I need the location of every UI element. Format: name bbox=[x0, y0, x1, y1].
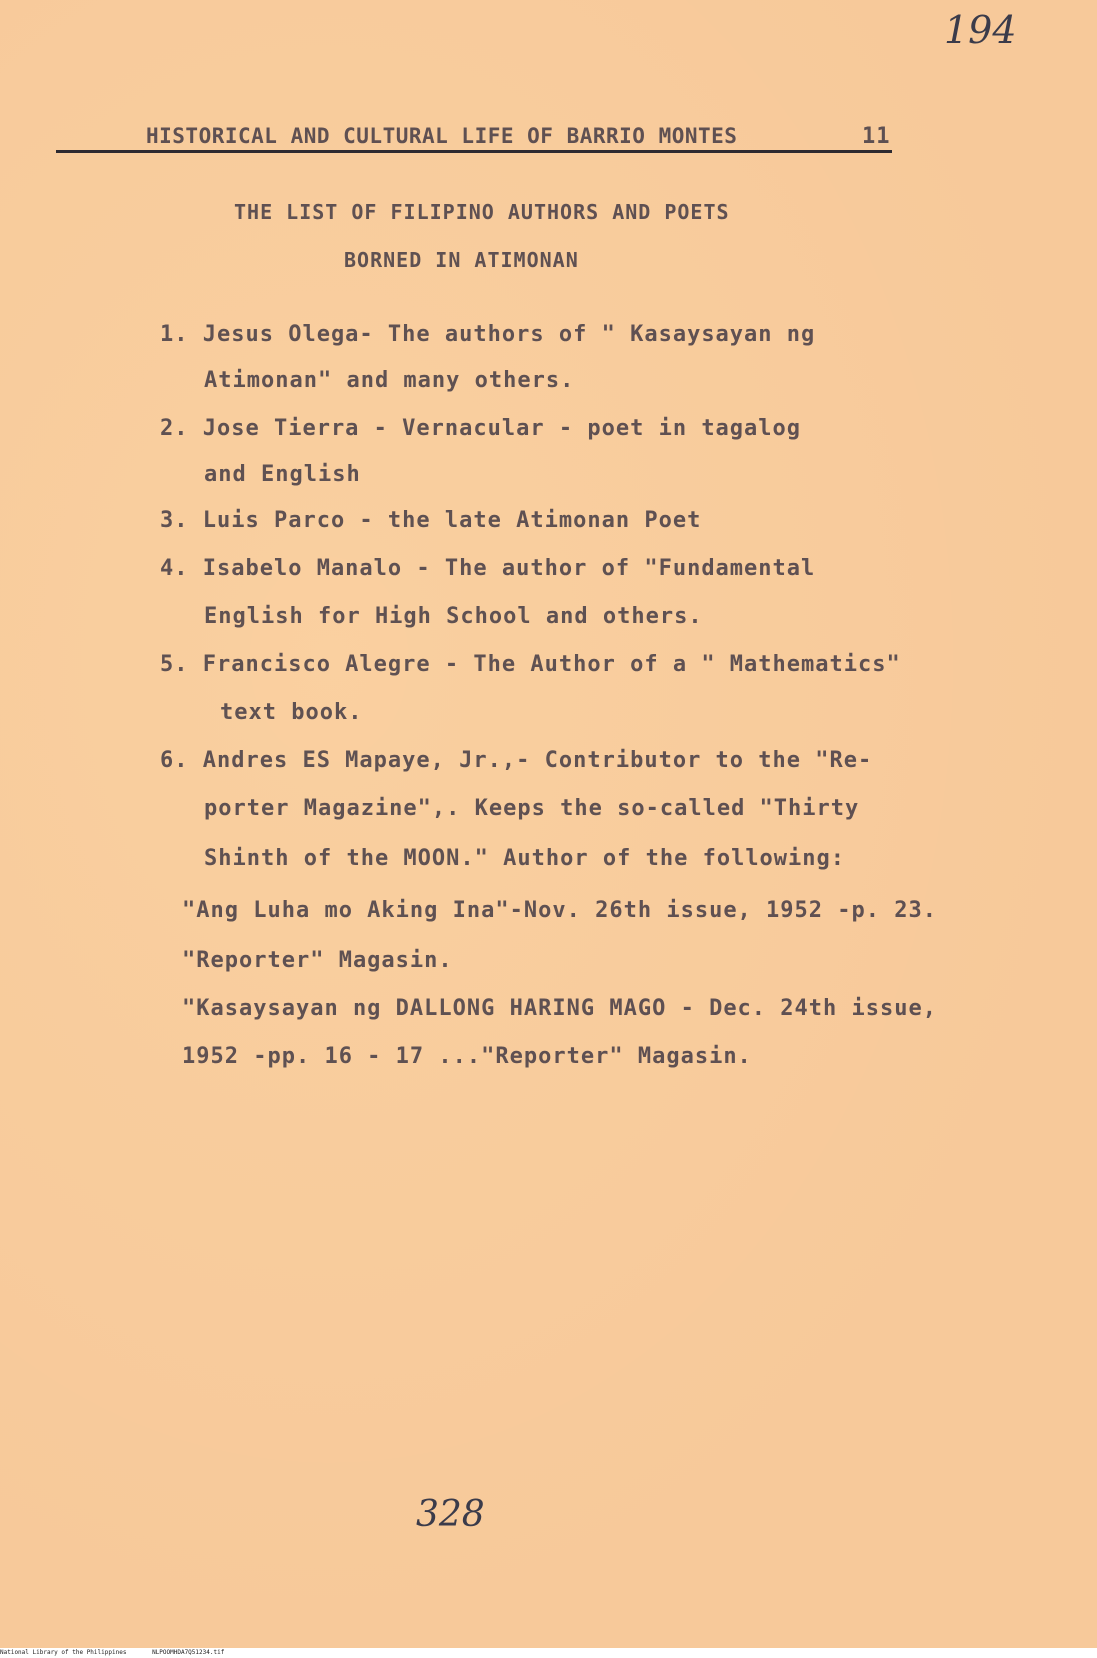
header-rule bbox=[56, 150, 892, 153]
work-1-line-2: "Reporter" Magasin. bbox=[182, 948, 453, 973]
entry-1-line-1: 1. Jesus Olega- The authors of " Kasaysayan ng bbox=[160, 322, 816, 347]
footer-library: National Library of the Philippines bbox=[0, 1649, 127, 1656]
handwritten-folio-number: 328 bbox=[416, 1494, 485, 1535]
entry-3-line-1: 3. Luis Parco - the late Atimonan Poet bbox=[160, 508, 702, 533]
work-2-line-1: "Kasaysayan ng DALLONG HARING MAGO - Dec. 24th issue, bbox=[182, 996, 937, 1021]
entry-1-line-2: Atimonan" and many others. bbox=[204, 368, 575, 393]
scan-footer bbox=[0, 1648, 1097, 1658]
entry-4-line-2: English for High School and others. bbox=[204, 604, 703, 629]
entry-2-line-1: 2. Jose Tierra - Vernacular - poet in tagalog bbox=[160, 416, 802, 441]
entry-6-line-2: porter Magazine",. Keeps the so-called "Thirty bbox=[204, 796, 860, 821]
footer-file: NLPOOMHDA7Q51234.tif bbox=[152, 1649, 225, 1656]
entry-6-line-1: 6. Andres ES Mapaye, Jr.,- Contributor to the "Re- bbox=[160, 748, 873, 773]
work-1-line-1: "Ang Luha mo Aking Ina"-Nov. 26th issue, 1952 -p. 23. bbox=[182, 898, 937, 923]
handwritten-page-number: 194 bbox=[944, 8, 1017, 52]
entry-5-line-2: text book. bbox=[220, 700, 363, 725]
entry-5-line-1: 5. Francisco Alegre - The Author of a " Mathematics" bbox=[160, 652, 901, 677]
list-title: THE LIST OF FILIPINO AUTHORS AND POETS bbox=[234, 200, 730, 224]
running-title: HISTORICAL AND CULTURAL LIFE OF BARRIO MONTES bbox=[146, 124, 738, 148]
entry-2-line-2: and English bbox=[204, 462, 361, 487]
entry-6-line-3: Shinth of the MOON." Author of the following: bbox=[204, 846, 846, 871]
work-2-line-2: 1952 -pp. 16 - 17 ..."Reporter" Magasin. bbox=[182, 1044, 752, 1069]
entry-4-line-1: 4. Isabelo Manalo - The author of "Fundamental bbox=[160, 556, 816, 581]
list-subtitle: BORNED IN ATIMONAN bbox=[344, 248, 579, 272]
header-page-number: 11 bbox=[862, 124, 891, 149]
